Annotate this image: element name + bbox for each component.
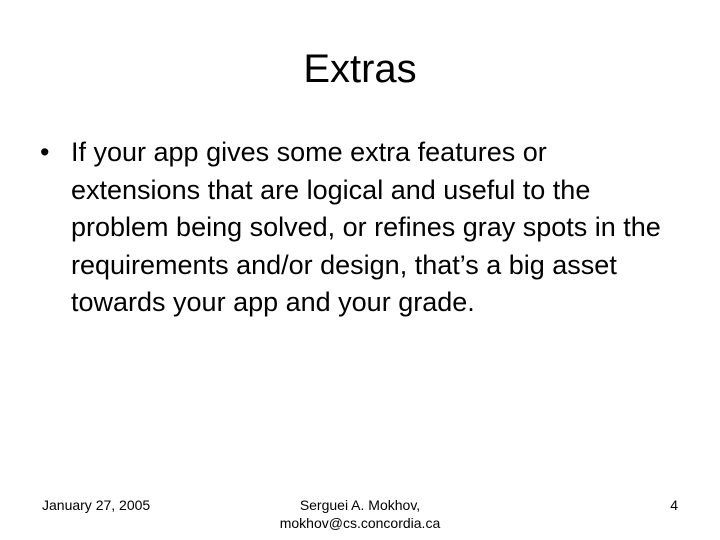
footer-date: January 27, 2005 bbox=[42, 497, 151, 513]
page-number: 4 bbox=[670, 497, 678, 513]
footer-author bbox=[240, 496, 480, 532]
bullet-item bbox=[40, 134, 680, 322]
bullet-text: If your app gives some extra features or extensions that are logical and useful to the problem being solved, or refines gray spots in the requirements and/or design, that’s a big asset towards your app and your grade. bbox=[71, 137, 661, 317]
bullet-marker: • bbox=[40, 137, 50, 167]
bullet-list bbox=[40, 134, 680, 322]
slide-title: Extras bbox=[303, 47, 417, 91]
footer-author-email: mokhov@cs.concordia.ca bbox=[279, 515, 441, 531]
footer-author-name: Serguei A. Mokhov, bbox=[299, 497, 421, 513]
